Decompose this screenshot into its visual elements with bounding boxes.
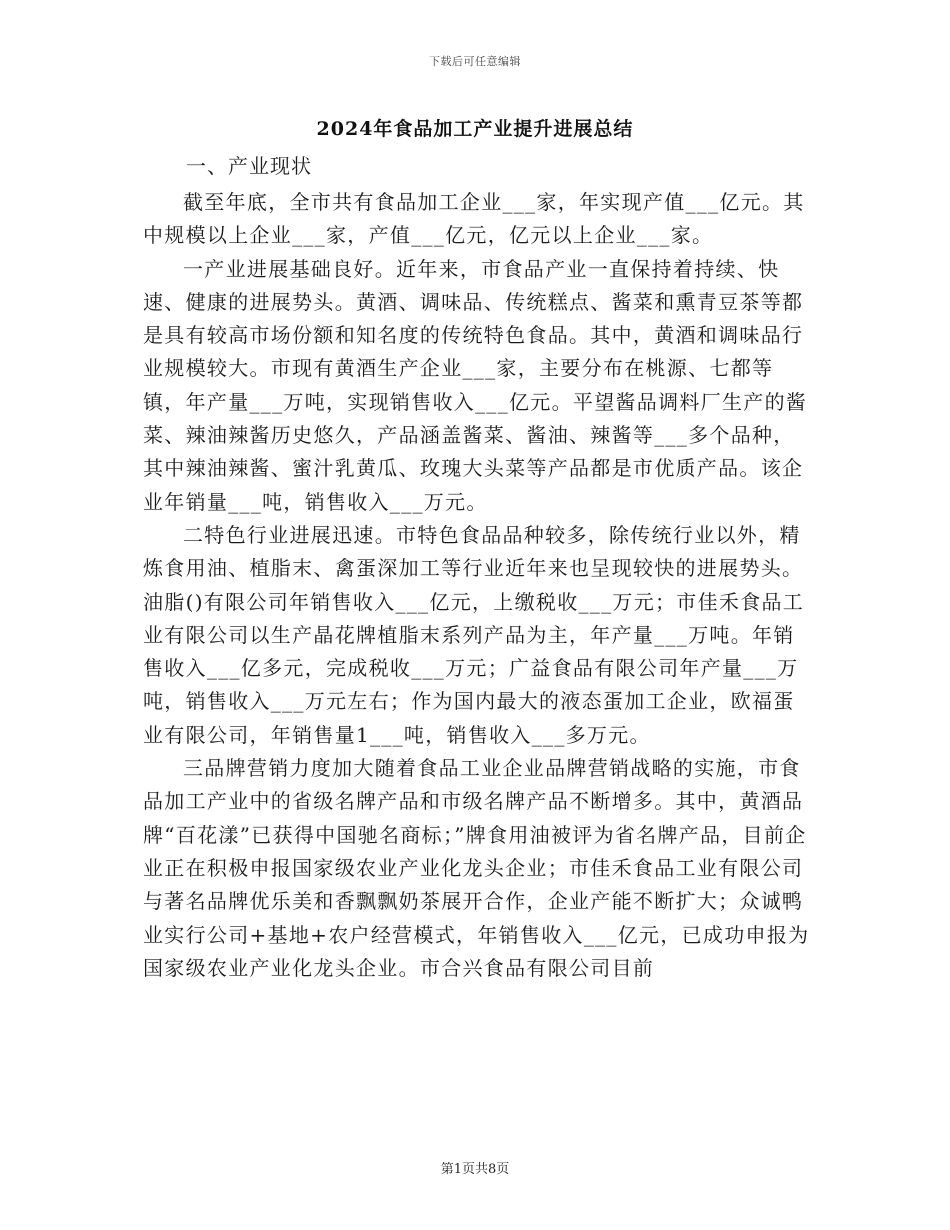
page-footer: 第1页共8页 bbox=[440, 1162, 510, 1177]
paragraph-foundation: 一产业进展基础良好。近年来，市食品产业一直保持着持续、快速、健康的进展势头。黄酒、调味品、传统糕点、酱菜和熏青豆茶等都是具有较高市场份额和知名度的传统特色食品。其中，黄酒和调味品行业规模较大。市现有黄酒生产企业___家，主要分布在桃源、七都等镇，年产量___万吨，实现销售收入___亿元。平望酱品调料厂生产的酱菜、辣油辣酱历史悠久，产品涵盖酱菜、酱油、辣酱等___多个品种，其中辣油辣酱、蜜汁乳黄瓜、玫瑰大头菜等产品都是市优质产品。该企业年销量___吨，销售收入___万元。 bbox=[143, 256, 808, 514]
document-title: 2024年食品加工产业提升进展总结 bbox=[316, 118, 634, 140]
paragraph-overview: 截至年底，全市共有食品加工企业___家，年实现产值___亿元。其中规模以上企业___家，产值___亿元，亿元以上企业___家。 bbox=[143, 190, 805, 248]
section-heading-industry-status: 一、产业现状 bbox=[186, 154, 312, 178]
paragraph-specialty: 二特色行业进展迅速。市特色食品品种较多，除传统行业以外，精炼食用油、植脂末、禽蛋深加工等行业近年来也呈现较快的进展势头。油脂()有限公司年销售收入___亿元，上缴税收___万元；市佳禾食品工业有限公司以生产晶花牌植脂末系列产品为主，年产量___万吨。年销售收入___亿多元，完成税收___万元；广益食品有限公司年产量___万吨，销售收入___万元左右；作为国内最大的液态蛋加工企业，欧福蛋业有限公司，年销售量1___吨，销售收入___多万元。 bbox=[143, 522, 805, 747]
document-body bbox=[143, 186, 813, 985]
download-note: 下载后可任意编辑 bbox=[429, 55, 521, 68]
paragraph-branding: 三品牌营销力度加大随着食品工业企业品牌营销战略的实施，市食品加工产业中的省级名牌产品和市级名牌产品不断增多。其中，黄酒品牌“百花漾”已获得中国驰名商标；”牌食用油被评为省名牌产品，目前企业正在积极申报国家级农业产业化龙头企业；市佳禾食品工业有限公司与著名品牌优乐美和香飘飘奶茶展开合作，企业产能不断扩大；众诚鸭业实行公司+基地+农户经营模式，年销售收入___亿元，已成功申报为国家级农业产业化龙头企业。市合兴食品有限公司目前 bbox=[143, 756, 810, 980]
